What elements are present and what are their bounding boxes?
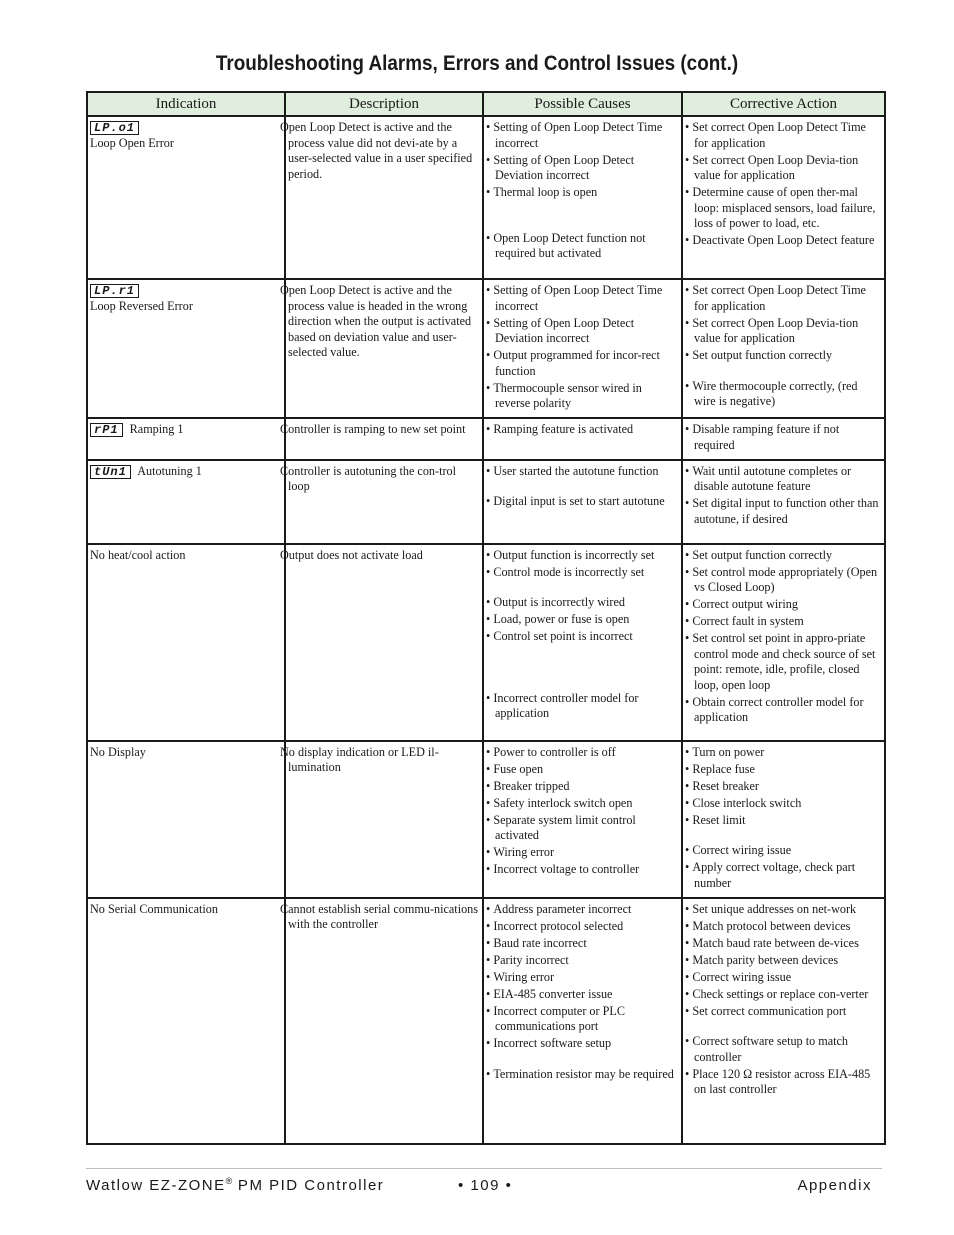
indication-text: Loop Open Error (90, 135, 174, 150)
table-header-row (87, 92, 885, 116)
actions-cell (682, 741, 885, 898)
indication-cell (87, 116, 285, 279)
footer-product-name (86, 1177, 384, 1194)
actions-cell (682, 279, 885, 418)
list-item: • Incorrect controller model for application (486, 691, 679, 722)
list-item: • Reset limit (685, 813, 882, 829)
list-item: • Thermocouple sensor wired in reverse polarity (486, 381, 679, 412)
troubleshooting-table (86, 91, 886, 1145)
list-item: • Control set point is incorrect (486, 629, 679, 645)
list-item: • Correct output wiring (685, 597, 882, 613)
table-row (87, 741, 885, 898)
list-item: • Set output function correctly (685, 548, 882, 564)
list-item: • Set digital input to function other than autotune, if desired (685, 496, 882, 527)
list-item: • Digital input is set to start autotune (486, 494, 679, 510)
list-item: • Match protocol between devices (685, 919, 882, 935)
indication-text: Ramping 1 (129, 422, 184, 436)
list-item: • Output programmed for incor-rect function (486, 348, 679, 379)
list-item: • Open Loop Detect function not required but activated (486, 231, 679, 262)
list-item: • Setting of Open Loop Detect Time incorrect (486, 120, 679, 151)
list-item: • Set unique addresses on net-work (685, 902, 882, 918)
registered-mark: ® (225, 1176, 233, 1186)
list-item: • Setting of Open Loop Detect Deviation incorrect (486, 153, 679, 184)
list-item: • Separate system limit control activated (486, 813, 679, 844)
indication-cell: No Serial Communication (87, 898, 285, 1144)
description-cell: No display indication or LED il-lumination (285, 741, 483, 898)
actions-cell (682, 418, 885, 460)
causes-cell (483, 279, 682, 418)
list-item: • Set control mode appropriately (Open vs Closed Loop) (685, 565, 882, 596)
footer-page-number: • 109 • (458, 1177, 513, 1194)
lcd-display-code: LP.r1 (90, 284, 139, 298)
description-cell: Controller is ramping to new set point (285, 418, 483, 460)
actions-cell (682, 460, 885, 544)
list-item: • Set output function correctly (685, 348, 882, 364)
column-header-possible-causes: Possible Causes (483, 92, 682, 116)
table-row (87, 116, 885, 279)
indication-cell (87, 279, 285, 418)
indication-text: Loop Reversed Error (90, 298, 193, 313)
lcd-display-code: LP.o1 (90, 121, 139, 135)
causes-cell (483, 898, 682, 1144)
list-item: • Set correct Open Loop Devia-tion value for application (685, 153, 882, 184)
causes-cell (483, 544, 682, 741)
list-item: • Breaker tripped (486, 779, 679, 795)
list-item: • Setting of Open Loop Detect Deviation incorrect (486, 316, 679, 347)
list-item: • Incorrect protocol selected (486, 919, 679, 935)
page-title: Troubleshooting Alarms, Errors and Control Issues (cont.) (215, 52, 739, 75)
list-item: • Safety interlock switch open (486, 796, 679, 812)
list-item: • Correct wiring issue (685, 843, 882, 859)
description-cell: Controller is autotuning the con-trol loop (285, 460, 483, 544)
list-item: • Fuse open (486, 762, 679, 778)
causes-cell (483, 116, 682, 279)
list-item: • Setting of Open Loop Detect Time incorrect (486, 283, 679, 314)
list-item: • Check settings or replace con-verter (685, 987, 882, 1003)
indication-cell (87, 460, 285, 544)
actions-cell (682, 544, 885, 741)
column-header-corrective-action: Corrective Action (682, 92, 885, 116)
column-header-indication: Indication (87, 92, 285, 116)
list-item: • Match parity between devices (685, 953, 882, 969)
lcd-display-code: tUn1 (90, 465, 131, 479)
footer-product-prefix: Watlow EZ-ZONE (86, 1177, 226, 1194)
lcd-display-code: rP1 (90, 423, 123, 437)
actions-cell (682, 116, 885, 279)
list-item: • Address parameter incorrect (486, 902, 679, 918)
column-header-description: Description (285, 92, 483, 116)
list-item: • Set control set point in appro-priate control mode and check source of set point: remote, idle, profile, closed loop, open loop (685, 631, 882, 693)
list-item: • Replace fuse (685, 762, 882, 778)
list-item: • Close interlock switch (685, 796, 882, 812)
list-item: • Deactivate Open Loop Detect feature (685, 233, 882, 249)
list-item: • Turn on power (685, 745, 882, 761)
list-item: • Determine cause of open ther-mal loop: misplaced sensors, load failure, loss of power to load, etc. (685, 185, 882, 232)
list-item: • Ramping feature is activated (486, 422, 679, 438)
list-item: • User started the autotune function (486, 464, 679, 480)
list-item: • Place 120 Ω resistor across EIA-485 on last controller (685, 1067, 882, 1098)
description-cell: Open Loop Detect is active and the process value did not devi-ate by a user-selected value in a user specified period. (285, 116, 483, 279)
list-item: • Incorrect computer or PLC communications port (486, 1004, 679, 1035)
list-item: • Baud rate incorrect (486, 936, 679, 952)
list-item: • Wait until autotune completes or disable autotune feature (685, 464, 882, 495)
footer-divider (86, 1168, 882, 1169)
list-item: • Output is incorrectly wired (486, 595, 679, 611)
list-item: • Correct software setup to match controller (685, 1034, 882, 1065)
list-item: • Obtain correct controller model for application (685, 695, 882, 726)
list-item: • Match baud rate between de-vices (685, 936, 882, 952)
description-cell: Open Loop Detect is active and the process value is headed in the wrong direction when the output is activated based on deviation value and user-selected value. (285, 279, 483, 418)
list-item: • Apply correct voltage, check part number (685, 860, 882, 891)
description-cell: Output does not activate load (285, 544, 483, 741)
indication-text: Autotuning 1 (137, 463, 202, 478)
table-row (87, 418, 885, 460)
table-row (87, 279, 885, 418)
list-item: • Reset breaker (685, 779, 882, 795)
list-item: • Disable ramping feature if not required (685, 422, 882, 453)
list-item: • Load, power or fuse is open (486, 612, 679, 628)
description-cell: Cannot establish serial commu-nications with the controller (285, 898, 483, 1144)
actions-cell (682, 898, 885, 1144)
list-item: • Power to controller is off (486, 745, 679, 761)
footer-section: Appendix (797, 1177, 872, 1194)
list-item: • Thermal loop is open (486, 185, 679, 201)
table-row (87, 544, 885, 741)
list-item: • Set correct Open Loop Detect Time for application (685, 120, 882, 151)
indication-cell: No Display (87, 741, 285, 898)
list-item: • Wiring error (486, 970, 679, 986)
list-item: • EIA-485 converter issue (486, 987, 679, 1003)
list-item: • Set correct Open Loop Detect Time for application (685, 283, 882, 314)
list-item: • Control mode is incorrectly set (486, 565, 679, 581)
list-item: • Set correct communication port (685, 1004, 882, 1020)
list-item: • Parity incorrect (486, 953, 679, 969)
list-item: • Wire thermocouple correctly, (red wire is negative) (685, 379, 882, 410)
list-item: • Wiring error (486, 845, 679, 861)
list-item: • Correct fault in system (685, 614, 882, 630)
indication-cell: No heat/cool action (87, 544, 285, 741)
list-item: • Termination resistor may be required (486, 1067, 679, 1083)
causes-cell (483, 741, 682, 898)
list-item: • Incorrect software setup (486, 1036, 679, 1052)
table-row (87, 460, 885, 544)
list-item: • Correct wiring issue (685, 970, 882, 986)
list-item: • Set correct Open Loop Devia-tion value for application (685, 316, 882, 347)
list-item: • Output function is incorrectly set (486, 548, 679, 564)
causes-cell (483, 460, 682, 544)
list-item: • Incorrect voltage to controller (486, 862, 679, 878)
table-row (87, 898, 885, 1144)
indication-cell (87, 418, 285, 460)
causes-cell (483, 418, 682, 460)
footer-product-suffix: PM PID Controller (232, 1177, 385, 1194)
